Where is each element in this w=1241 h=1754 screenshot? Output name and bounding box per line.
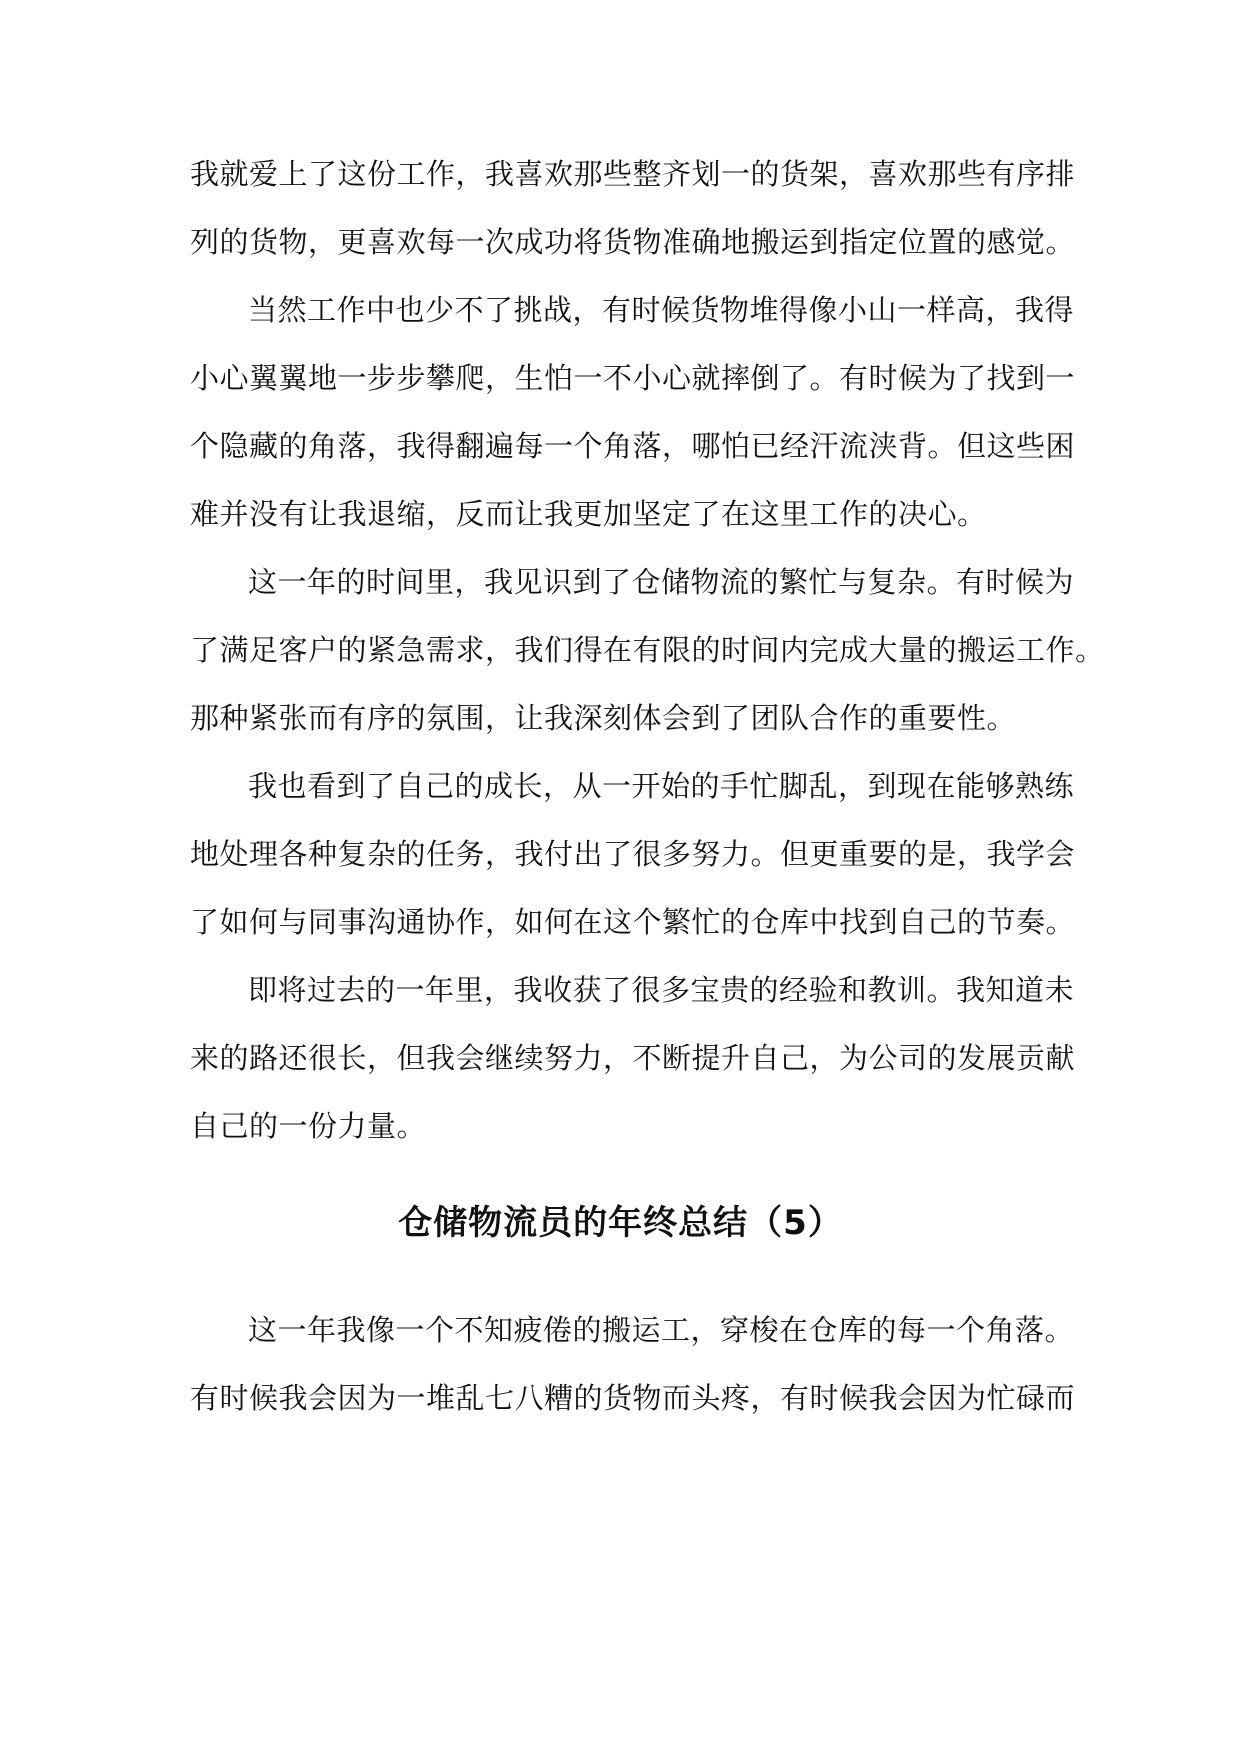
paragraph-line: 即将过去的一年里，我收获了很多宝贵的经验和教训。我知道未 (248, 973, 1075, 1007)
paragraph-line: 这一年我像一个不知疲倦的搬运工，穿梭在仓库的每一个角落。 (248, 1313, 1075, 1347)
paragraph-line: 小心翼翼地一步步攀爬，生怕一不小心就摔倒了。有时候为了找到一 (190, 361, 1076, 395)
paragraph-line: 有时候我会因为一堆乱七八糟的货物而头疼，有时候我会因为忙碌而 (190, 1381, 1076, 1415)
paragraph-line: 自己的一份力量。 (190, 1109, 427, 1143)
paragraph-line: 那种紧张而有序的氛围，让我深刻体会到了团队合作的重要性。 (190, 701, 1017, 735)
section-heading: 仓储物流员的年终总结（5） (398, 1203, 843, 1243)
paragraph-line: 地处理各种复杂的任务，我付出了很多努力。但更重要的是，我学会 (190, 837, 1076, 871)
paragraph-line: 个隐藏的角落，我得翻遍每一个角落，哪怕已经汗流浃背。但这些困 (190, 429, 1076, 463)
paragraph-line: 列的货物，更喜欢每一次成功将货物准确地搬运到指定位置的感觉。 (190, 225, 1076, 259)
paragraph-line: 了满足客户的紧急需求，我们得在有限的时间内完成大量的搬运工作。 (190, 633, 1105, 667)
paragraph-line: 了如何与同事沟通协作，如何在这个繁忙的仓库中找到自己的节奏。 (190, 905, 1076, 939)
paragraph-line: 当然工作中也少不了挑战，有时候货物堆得像小山一样高，我得 (248, 293, 1075, 327)
paragraph-line: 来的路还很长，但我会继续努力，不断提升自己，为公司的发展贡献 (190, 1041, 1076, 1075)
paragraph-line: 这一年的时间里，我见识到了仓储物流的繁忙与复杂。有时候为 (248, 565, 1075, 599)
paragraph-line: 我也看到了自己的成长，从一开始的手忙脚乱，到现在能够熟练 (248, 769, 1075, 803)
paragraph-line: 我就爱上了这份工作，我喜欢那些整齐划一的货架，喜欢那些有序排 (190, 157, 1076, 191)
paragraph-line: 难并没有让我退缩，反而让我更加坚定了在这里工作的决心。 (190, 497, 987, 531)
